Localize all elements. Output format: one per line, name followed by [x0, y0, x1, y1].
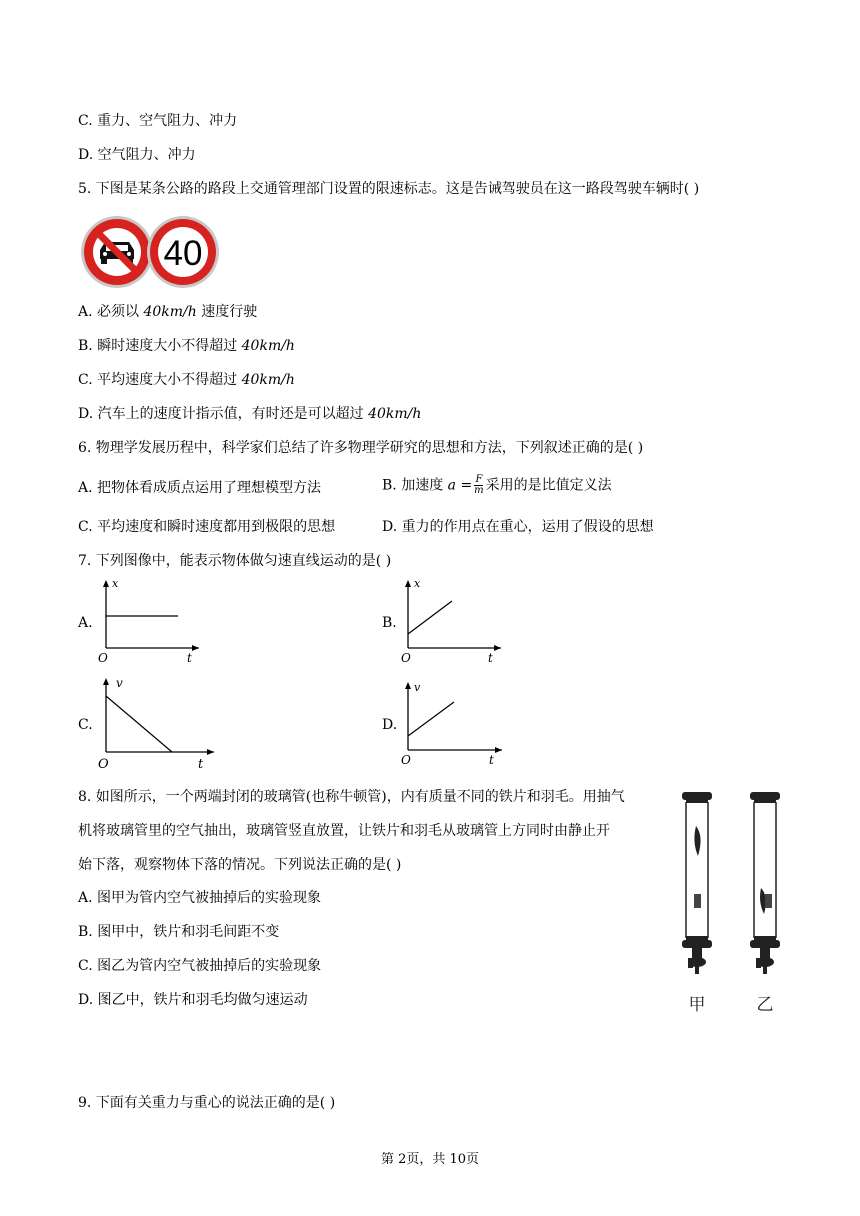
q4-option-c: C. 重力、空气阻力、冲力: [78, 113, 238, 129]
q8-stem-line2: 机将玻璃管里的空气抽出，玻璃管竖直放置，让铁片和羽毛从玻璃管上方同时由静止开: [78, 823, 610, 839]
q7-graph-d: [398, 678, 510, 770]
feather-icon: [694, 826, 700, 856]
x-axis-label: t: [198, 757, 204, 772]
tube-jia: [682, 792, 712, 974]
tube-label-jia: 甲: [688, 995, 706, 1015]
q5-option-a: A. 必须以 40km/h 速度行驶: [78, 304, 258, 320]
q7-stem: 7. 下列图像中，能表示物体做匀速直线运动的是( ): [78, 553, 392, 569]
q8-stem-line1: 8. 如图所示，一个两端封闭的玻璃管(也称牛顿管)，内有质量不同的铁片和羽毛。用抽气: [78, 789, 625, 805]
q5-stem: 5. 下图是某条公路的路段上交通管理部门设置的限速标志。这是告诫驾驶员在这一路段驾驶车辆时( ): [78, 181, 700, 197]
iron-piece-icon: [694, 894, 701, 908]
q6-stem: 6. 物理学发展历程中，科学家们总结了许多物理学研究的思想和方法，下列叙述正确的是( ): [78, 440, 644, 456]
q8-option-b: B. 图甲中，铁片和羽毛间距不变: [78, 924, 280, 940]
speed-limit-sign-image: [79, 214, 223, 290]
page-footer: 第 2页，共 10页: [380, 1152, 480, 1167]
q7-graph-a: [94, 576, 206, 666]
origin-label: O: [401, 651, 411, 665]
y-axis-label: x: [112, 577, 119, 590]
q6-option-c: C. 平均速度和瞬时速度都用到极限的思想: [78, 519, 336, 535]
q7-graph-c-label: C.: [78, 717, 93, 733]
q4-option-d: D. 空气阻力、冲力: [78, 147, 196, 163]
tube-yi: [750, 792, 780, 974]
y-axis-label: x: [414, 577, 421, 590]
q9-stem: 9. 下面有关重力与重心的说法正确的是( ): [78, 1095, 336, 1111]
x-axis-label: t: [488, 651, 493, 665]
q7-graph-b: [398, 576, 510, 666]
x-axis-label: t: [187, 651, 192, 665]
q6-option-d: D. 重力的作用点在重心，运用了假设的思想: [382, 519, 654, 535]
origin-label: O: [98, 651, 108, 665]
x-axis-label: t: [489, 753, 494, 767]
q7-graph-c: [94, 674, 222, 772]
q8-option-c: C. 图乙为管内空气被抽掉后的实验现象: [78, 958, 322, 974]
y-axis-label: v: [414, 681, 421, 694]
y-axis-label: v: [116, 676, 123, 690]
iron-piece-icon: [765, 894, 772, 908]
fraction-f-over-m: $\frac{F}{m}$: [474, 474, 484, 496]
q5-option-c: C. 平均速度大小不得超过 40km/h: [78, 372, 295, 388]
speed-limit-number: 40: [163, 234, 203, 273]
q7-graph-b-label: B.: [382, 615, 397, 631]
origin-label: O: [98, 757, 109, 772]
q7-graph-a-label: A.: [78, 615, 93, 631]
no-car-sign-icon: [81, 216, 153, 288]
q6-option-a: A. 把物体看成质点运用了理想模型方法: [78, 480, 322, 496]
q8-option-d: D. 图乙中，铁片和羽毛均做匀速运动: [78, 992, 308, 1008]
q6-option-b: B. 加速度 a = $\frac{F}{m}$ 采用的是比值定义法: [382, 474, 612, 496]
newton-tube-figure: [668, 788, 788, 1020]
q5-option-b: B. 瞬时速度大小不得超过 40km/h: [78, 338, 295, 354]
q5-option-d: D. 汽车上的速度计指示值，有时还是可以超过 40km/h: [78, 406, 422, 422]
q7-graph-d-label: D.: [382, 717, 398, 733]
q8-option-a: A. 图甲为管内空气被抽掉后的实验现象: [78, 890, 322, 906]
origin-label: O: [401, 753, 411, 767]
q8-stem-line3: 始下落，观察物体下落的情况。下列说法正确的是( ): [78, 857, 402, 873]
tube-label-yi: 乙: [756, 995, 774, 1015]
speed-limit-40-sign-icon: [147, 216, 219, 288]
